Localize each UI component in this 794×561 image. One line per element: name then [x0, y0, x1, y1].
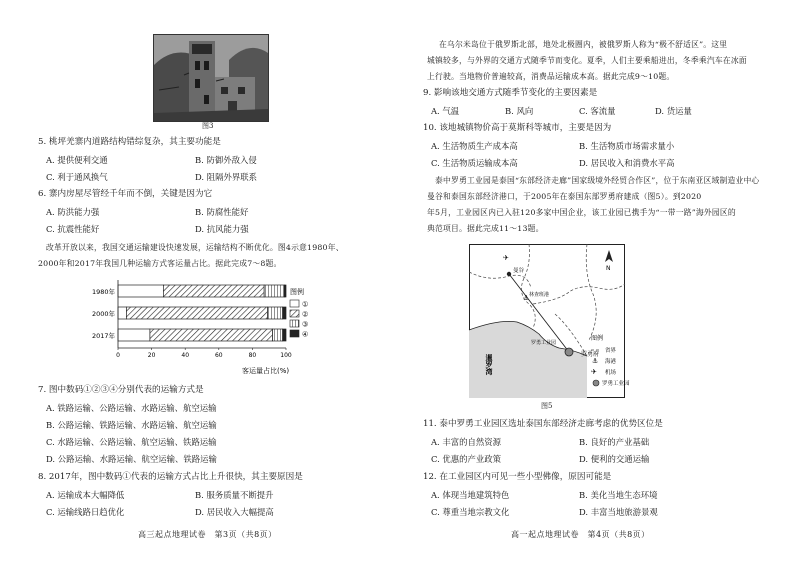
chart-bar-segment [118, 285, 163, 297]
fig5-caption: 图5 [541, 402, 553, 410]
legend-item-border: 省界 [605, 348, 617, 354]
chart-x-tick-label: 0 [116, 352, 120, 359]
q5-option-b[interactable]: B. 防御外敌入侵 [195, 155, 257, 165]
bangkok-label: 曼谷 [513, 268, 525, 274]
stone-tower-image [154, 35, 268, 121]
chart-bar-segment [283, 307, 286, 319]
q8-option-d[interactable]: D. 居民收入大幅提高 [195, 507, 274, 517]
rayong-map [469, 244, 630, 398]
q6-option-b[interactable]: B. 防腐性能好 [195, 207, 249, 217]
q8-option-a[interactable]: A. 运输成本大幅降低 [46, 490, 125, 500]
q6-option-d[interactable]: D. 抗风能力强 [195, 224, 249, 234]
passage-7-8-line1: 改革开放以来，我国交通运输建设快速发展，运输结构不断优化。图4示意1980年、 [46, 243, 344, 252]
chart-bar-segment [126, 307, 267, 319]
passage-9-10-line1: 在乌尔米岛位于俄罗斯北部，地处北极圈内，被俄罗斯人称为“极不舒适区”。这里 [439, 40, 728, 49]
right-footer: 高一起点地理试卷 第4页（共8页） [511, 530, 650, 539]
sea-label: 暹罗湾 [485, 354, 493, 375]
chart-bar-segment [118, 329, 150, 341]
q10-stem: 10. 该地城镇物价高于莫斯科等城市，主要是因为 [423, 123, 612, 133]
q9-stem: 9. 影响该地交通方式随季节变化的主要因素是 [423, 88, 598, 98]
q7-option-a[interactable]: A. 铁路运输、公路运输、水路运输、航空运输 [46, 403, 217, 413]
legend-item-airport: 机场 [605, 370, 617, 376]
chart-x-tick-label: 100 [280, 352, 292, 359]
chart-category-label: 1980年 [91, 288, 115, 296]
legend-airport-icon: ✈ [591, 368, 597, 376]
q7-option-c[interactable]: C. 水路运输、公路运输、航空运输、铁路运输 [46, 437, 217, 447]
q10-option-d[interactable]: D. 居民收入和消费水平高 [579, 158, 675, 168]
passage-9-10-line2: 城镇较多，与外界的交通方式随季节而变化。夏季，人们主要乘船进出，冬季乘汽车在冰面 [427, 56, 747, 65]
chart-x-tick-label: 60 [214, 352, 223, 359]
legend-item-port: 海港 [605, 359, 617, 365]
chart-legend [290, 287, 308, 339]
airport-icon: ✈ [503, 254, 509, 262]
legend-swatch [290, 330, 299, 337]
right-page [397, 0, 794, 561]
q10-option-a[interactable]: A. 生活物质生产成本高 [431, 141, 518, 151]
chart-x-tick-label: 20 [147, 352, 156, 359]
chart-bar-segment [264, 285, 284, 297]
passage-9-10-line3: 上行驶。当地物价普遍较高，消费品运输成本高。据此完成9～10题。 [427, 72, 675, 81]
q6-stem: 6. 寨内房屋尽管经千年而不倒，关键是因为它 [38, 189, 213, 199]
passage-11-13-line3: 年5月，工业园区内已入驻120多家中国企业，该工业园已携手为“一带一路”海外园区的 [427, 208, 736, 217]
chart-category-label: 2017年 [91, 332, 115, 340]
q12-option-c[interactable]: C. 尊重当地宗教文化 [431, 507, 510, 517]
chart-category-label: 2000年 [91, 310, 115, 318]
legend-swatch [290, 300, 299, 307]
q12-option-b[interactable]: B. 美化当地生态环境 [579, 490, 658, 500]
port-anchor-icon: ⚓ [523, 294, 530, 302]
q5-option-d[interactable]: D. 阻隔外界联系 [195, 172, 257, 182]
q7-stem: 7. 图中数码①②③④分别代表的运输方式是 [38, 385, 204, 395]
park-label: 罗勇工业园 [531, 340, 557, 346]
chart-bar-segment [118, 307, 126, 319]
q12-stem: 12. 在工业园区内可见一些小型佛像，原因可能是 [423, 472, 612, 482]
legend-port-icon: ⚓ [592, 357, 599, 365]
left-footer: 高三起点地理试卷 第3页（共8页） [138, 530, 277, 539]
q9-option-a[interactable]: A. 气温 [431, 106, 460, 116]
legend-title: 图例 [290, 288, 304, 296]
q12-option-d[interactable]: D. 丰富当地旅游景观 [579, 507, 658, 517]
q8-stem: 8. 2017年，图中数码①代表的运输方式占比上升很快，其主要原因是 [38, 472, 303, 482]
chart-bar-segment [163, 285, 264, 297]
legend-swatch [290, 310, 299, 317]
chart-bar-segment [268, 307, 283, 319]
chart-x-tick-label: 40 [181, 352, 190, 359]
industrial-park-marker [565, 348, 573, 356]
legend-item-label: ④ [302, 330, 309, 339]
passage-7-8-line2: 2000年和2017年我国几种运输方式客运量占比。据此完成7～8题。 [38, 259, 282, 268]
legend-item-park: 罗勇工业园 [602, 381, 630, 387]
svg-text:N: N [606, 265, 611, 272]
q11-option-a[interactable]: A. 丰富的自然资源 [431, 437, 501, 447]
chart-bar-segment [273, 329, 283, 341]
q11-option-c[interactable]: C. 优惠的产业政策 [431, 454, 502, 464]
chart-x-tick-label: 80 [248, 352, 257, 359]
q12-option-a[interactable]: A. 体现当地建筑特色 [431, 490, 510, 500]
legend-item-label: ① [302, 300, 309, 309]
passage-11-13-line1: 泰中罗勇工业园是泰国“东部经济走廊”国家级境外经贸合作区”，位于东南亚区域制造业中心 [435, 176, 760, 185]
chart-bar-segment [150, 329, 273, 341]
province-label: 罗勇府 [581, 351, 600, 358]
q8-option-b[interactable]: B. 服务质量不断提升 [195, 490, 274, 500]
q9-option-b[interactable]: B. 风向 [505, 106, 534, 116]
fig3-photo [153, 34, 269, 122]
q5-option-a[interactable]: A. 提供便利交通 [46, 155, 108, 165]
legend-park-symbol [593, 380, 599, 386]
chart-xlabel: 客运量占比(%) [242, 367, 290, 375]
q11-option-d[interactable]: D. 便利的交通运输 [579, 454, 650, 464]
q11-option-b[interactable]: B. 良好的产业基础 [579, 437, 650, 447]
q5-stem: 5. 桃坪羌寨内道路结构错综复杂，其主要功能是 [38, 137, 221, 147]
q10-option-b[interactable]: B. 生活物质市场需求量小 [579, 141, 675, 151]
q7-option-d[interactable]: D. 公路运输、水路运输、航空运输、铁路运输 [46, 454, 217, 464]
fig3-caption: 图3 [202, 122, 214, 130]
passage-11-13-line4: 典范项目。据此完成11～13题。 [427, 224, 544, 233]
q7-option-b[interactable]: B. 公路运输、铁路运输、水路运输、航空运输 [46, 420, 217, 430]
q10-option-c[interactable]: C. 生活物质运输成本高 [431, 158, 518, 168]
q6-option-a[interactable]: A. 防洪能力强 [46, 207, 100, 217]
transport-share-chart [82, 276, 322, 376]
q6-option-c[interactable]: C. 抗震性能好 [46, 224, 100, 234]
chart-bar-segment [283, 329, 286, 341]
q9-option-c[interactable]: C. 客流量 [579, 106, 616, 116]
q8-option-c[interactable]: C. 运输线路日趋优化 [46, 507, 125, 517]
legend-swatch [290, 320, 299, 327]
legend-item-label: ② [302, 310, 309, 319]
q9-option-d[interactable]: D. 货运量 [655, 106, 692, 116]
passage-11-13-line2: 曼谷和泰国东部经济港口，于2005年在泰国东部罗勇府建成（图5）。到2020 [427, 192, 702, 201]
chart-bar-segment [284, 285, 286, 297]
port-label: 林查班港 [529, 292, 550, 298]
map-legend-title: 图例 [591, 335, 604, 342]
legend-item-label: ③ [302, 320, 309, 329]
q11-stem: 11. 泰中罗勇工业园区选址泰国东部经济走廊考虑的优势区位是 [423, 419, 663, 429]
bangkok-marker [507, 272, 511, 276]
q5-option-c[interactable]: C. 利于通风换气 [46, 172, 108, 182]
